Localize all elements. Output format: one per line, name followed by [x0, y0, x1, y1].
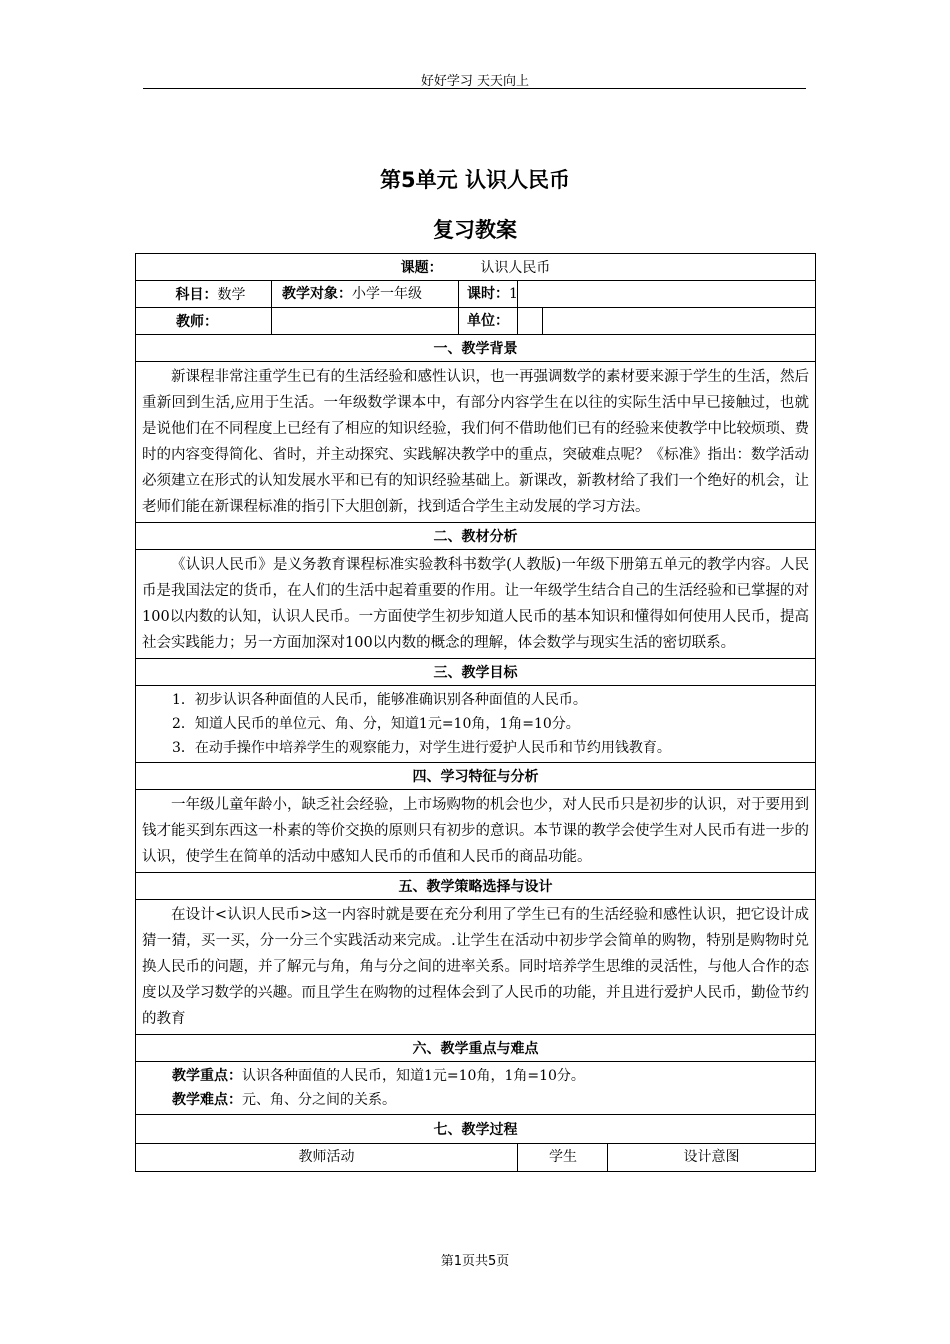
key-point-line: [172, 1064, 809, 1088]
process-heading: 七、教学过程: [136, 1115, 816, 1144]
audience-cell: [272, 281, 518, 308]
objective-item-3: 3．在动手操作中培养学生的观察能力，对学生进行爱护人民币和节约用钱教育。: [172, 740, 671, 756]
header-motto: 好好学习 天天向上: [420, 74, 530, 89]
unit-label: 单位：: [467, 313, 509, 329]
col-student: 学生: [517, 1144, 608, 1171]
topic-value: 认识人民币: [480, 260, 551, 276]
difficulty-label: 教学难点：: [172, 1092, 242, 1108]
teacher-label-cell: [136, 308, 272, 335]
teacher-value-cell: [272, 308, 518, 335]
focus-list: [136, 1062, 816, 1115]
topic-label: 课题：: [400, 260, 443, 276]
period-label: 课时：: [467, 286, 509, 302]
page-subtitle: 复习教案: [433, 218, 517, 242]
difficulty-line: [172, 1088, 809, 1112]
subject-row: [136, 281, 816, 308]
unit-value-cell: [518, 308, 816, 335]
strategy-text: 在设计<认识人民币>这一内容时就是要在充分利用了学生已有的生活经验和感性认识，把它设计成猜一猜，买一买，分一分三个实践活动来完成。.让学生在活动中初步学会简单的购物，特别是购物时兑换人民币的问题，并了解元与角，角与分之间的进率关系。同时培养学生思维的灵活性，与他人合作的态度以及学习数学的兴趣。而且学生在购物的过程体会到了人民币的功能，并且进行爱护人民币，勤俭节约的教育: [136, 900, 816, 1035]
difficulty-text: 元、角、分之间的关系。: [242, 1092, 396, 1108]
period-value: 1: [509, 286, 518, 302]
focus-heading-row: [136, 1035, 816, 1062]
objectives-body-row: [136, 686, 816, 763]
key-point-text: 认识各种面值的人民币，知道1元=10角，1角=10分。: [242, 1068, 585, 1084]
background-heading: 一、教学背景: [136, 335, 816, 362]
objective-item-2: 2．知道人民币的单位元、角、分，知道1元=10角，1角=10分。: [172, 716, 580, 732]
period-filler-cell: [518, 281, 816, 308]
subject-label: 科目：: [175, 287, 218, 303]
header-divider: [143, 88, 806, 89]
teacher-label: 教师：: [176, 314, 218, 330]
learning-heading: 四、学习特征与分析: [136, 763, 816, 790]
page-number: 第1页共5页: [440, 1254, 510, 1269]
background-text: 新课程非常注重学生已有的生活经验和感性认识，也一再强调数学的素材要来源于学生的生活，然后重新回到生活,应用于生活。一年级数学课本中，有部分内容学生在以往的实际生活中早已接触过，也就是说他们在不同程度上已经有了相应的知识经验，我们何不借助他们已有的经验来使教学中比较烦琐、费时的内容变得简化、省时，并主动探究、实践解决教学中的重点，突破难点呢？《标准》指出：数学活动必须建立在形式的认知发展水平和已有的知识经验基础上。新课改，新教材给了我们一个绝好的机会，让老师们能在新课程标准的指引下大胆创新，找到适合学生主动发展的学习方法。: [136, 362, 816, 523]
background-heading-row: [136, 335, 816, 362]
strategy-heading-row: [136, 873, 816, 900]
analysis-text: 《认识人民币》是义务教育课程标准实验教科书数学(人教版)一年级下册第五单元的教学内容。人民币是我国法定的货币，在人们的生活中起着重要的作用。让一年级学生结合自己的生活经验和已掌握的对100以内数的认知，认识人民币。一方面使学生初步知道人民币的基本知识和懂得如何使用人民币，提高社会实践能力；另一方面加深对100以内数的概念的理解，体会数学与现实生活的密切联系。: [136, 550, 816, 659]
process-heading-row: [136, 1115, 816, 1144]
learning-body-row: [136, 790, 816, 873]
objectives-heading-row: [136, 659, 816, 686]
analysis-heading: 二、教材分析: [136, 523, 816, 550]
audience-label: 教学对象：: [282, 286, 352, 302]
process-columns-cell: [136, 1144, 816, 1172]
analysis-body-row: [136, 550, 816, 659]
analysis-heading-row: [136, 523, 816, 550]
process-columns-row: [136, 1144, 816, 1172]
focus-heading: 六、教学重点与难点: [136, 1035, 816, 1062]
teacher-row: [136, 308, 816, 335]
lesson-plan-table: [135, 253, 816, 1172]
background-body-row: [136, 362, 816, 523]
objective-item-1: 1．初步认识各种面值的人民币，能够准确识别各种面值的人民币。: [172, 692, 587, 708]
subject-value: 数学: [217, 287, 246, 303]
subject-cell: [136, 281, 272, 308]
col-teacher-activity: 教师活动: [298, 1149, 355, 1165]
topic-cell: [136, 254, 816, 281]
focus-body-row: [136, 1062, 816, 1115]
col-design-intent: 设计意图: [607, 1144, 815, 1171]
key-point-label: 教学重点：: [172, 1068, 242, 1084]
page-title: 第5单元 认识人民币: [380, 168, 570, 192]
objectives-list: [136, 686, 816, 763]
learning-heading-row: [136, 763, 816, 790]
learning-text: 一年级儿童年龄小，缺乏社会经验，上市场购物的机会也少，对人民币只是初步的认识，对于要用到钱才能买到东西这一朴素的等价交换的原则只有初步的意识。本节课的教学会使学生对人民币有进一步的认识，使学生在简单的活动中感知人民币的币值和人民币的商品功能。: [136, 790, 816, 873]
strategy-heading: 五、教学策略选择与设计: [136, 873, 816, 900]
objectives-heading: 三、教学目标: [136, 659, 816, 686]
strategy-body-row: [136, 900, 816, 1035]
topic-row: [136, 254, 816, 281]
audience-value: 小学一年级: [352, 286, 422, 302]
